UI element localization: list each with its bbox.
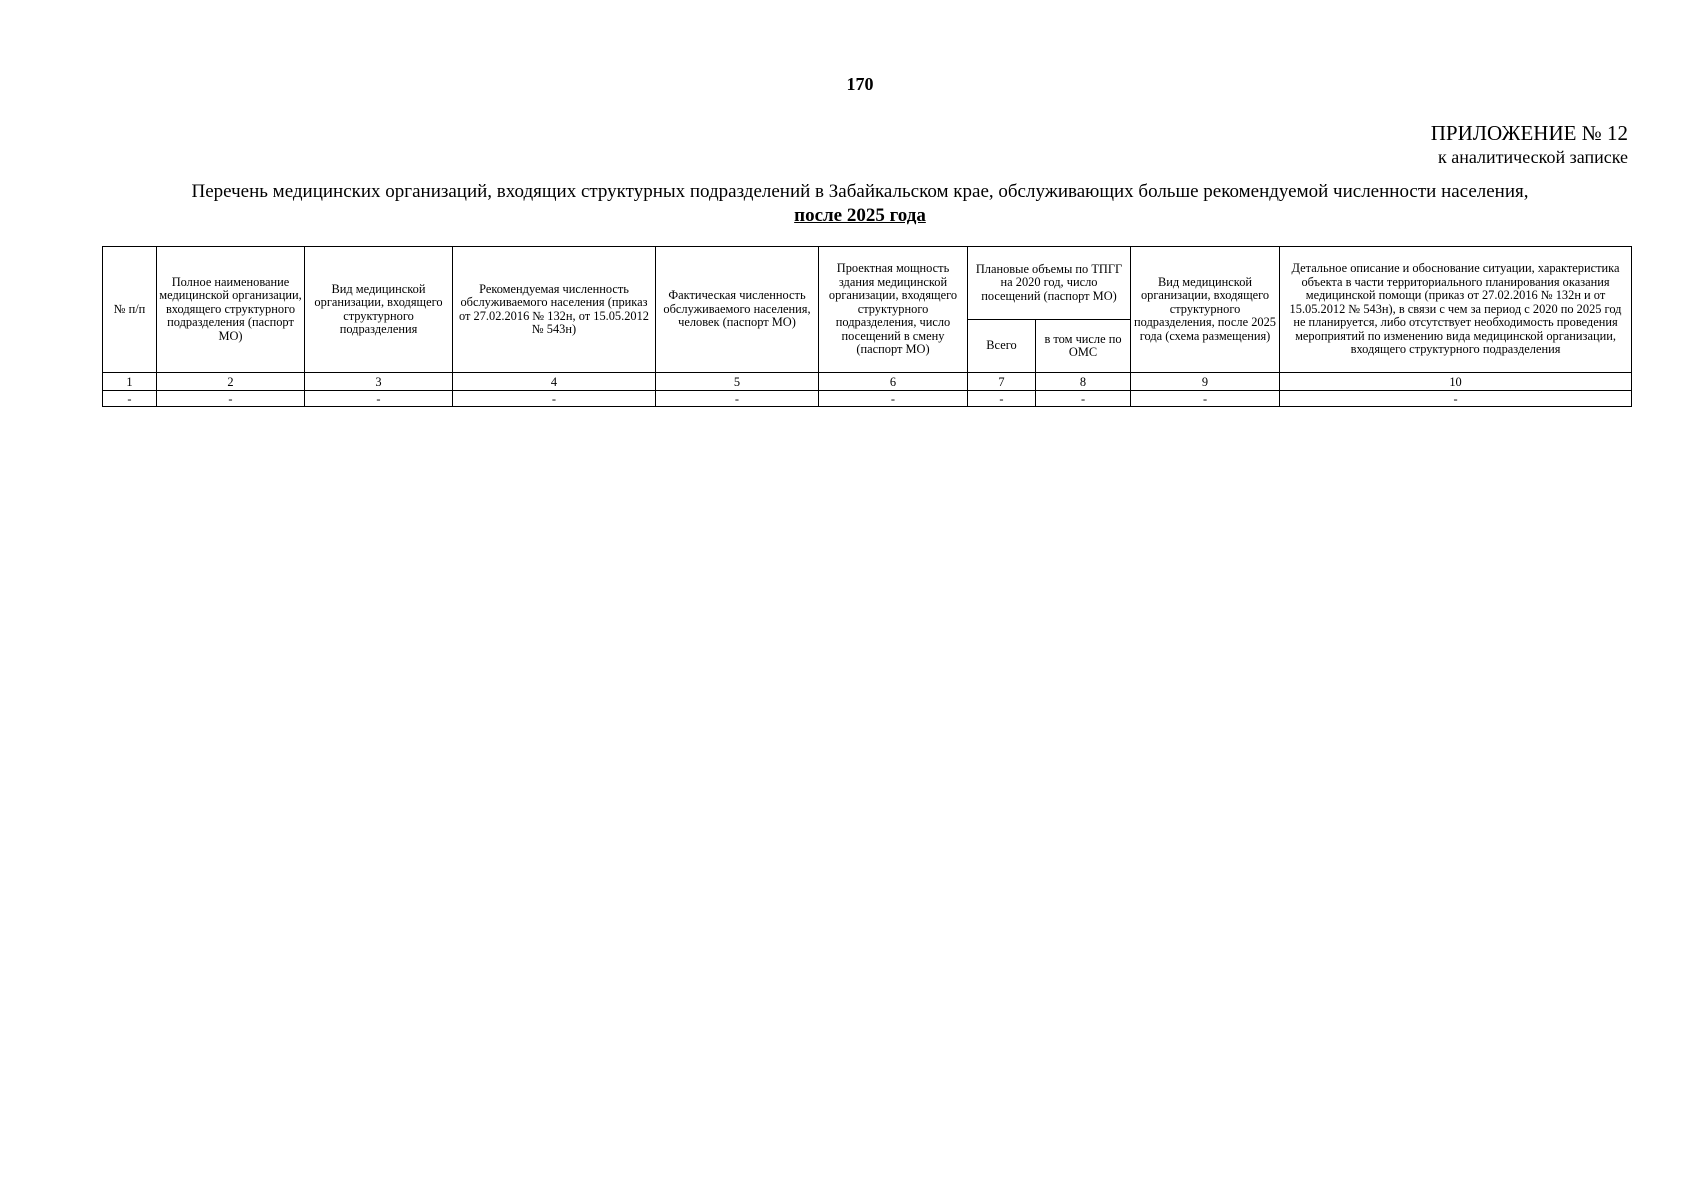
- header-col-10: Детальное описание и обоснование ситуации, характеристика объекта в части территориального планирования оказания медицинской помощи (приказ от 27.02.2016 № 132н и от 15.05.2012 № 543н), в связи с чем за период с 2020 по 2025 год не планируется, либо отсутствует необходимость проведения мероприятий по изменению вида медицинской организации, входящего структурного подразделения: [1280, 247, 1632, 373]
- header-col-9: Вид медицинской организации, входящего структурного подразделения, после 2025 года (схема размещения): [1131, 247, 1280, 373]
- header-col-2: Полное наименование медицинской организации, входящего структурного подразделения (паспорт МО): [157, 247, 305, 373]
- document-title-line1: Перечень медицинских организаций, входящих структурных подразделений в Забайкальском крае, обслуживающих больше рекомендуемой численности населения,: [191, 181, 1529, 202]
- header-col-5: Фактическая численность обслуживаемого населения, человек (паспорт МО): [656, 247, 819, 373]
- header-col-6: Проектная мощность здания медицинской организации, входящего структурного подразделения, число посещений в смену (паспорт МО): [819, 247, 968, 373]
- table-cell: -: [157, 391, 305, 407]
- column-number: 7: [968, 373, 1036, 391]
- table-cell: -: [1280, 391, 1632, 407]
- table-cell: -: [819, 391, 968, 407]
- document-title-line2: после 2025 года: [794, 205, 926, 226]
- table-cell: -: [1131, 391, 1280, 407]
- table-cell: -: [1036, 391, 1131, 407]
- page-number: 170: [846, 74, 874, 94]
- appendix-block: [1431, 121, 1628, 169]
- document-title: [0, 180, 1686, 228]
- column-number: 6: [819, 373, 968, 391]
- table-cell: -: [968, 391, 1036, 407]
- header-col-7-8-group: Плановые объемы по ТПГГ на 2020 год, число посещений (паспорт МО): [968, 247, 1131, 320]
- column-number: 10: [1280, 373, 1632, 391]
- column-number: 8: [1036, 373, 1131, 391]
- column-number: 4: [453, 373, 656, 391]
- table-cell: -: [656, 391, 819, 407]
- column-number: 5: [656, 373, 819, 391]
- column-number: 2: [157, 373, 305, 391]
- header-row-1: [103, 247, 1632, 320]
- header-col-1: № п/п: [103, 247, 157, 373]
- header-col-8: в том числе по ОМС: [1036, 320, 1131, 373]
- table-row: [103, 391, 1632, 407]
- table-cell: -: [305, 391, 453, 407]
- column-number: 1: [103, 373, 157, 391]
- table-cell: -: [103, 391, 157, 407]
- column-number: 3: [305, 373, 453, 391]
- appendix-subtitle: к аналитической записке: [1438, 147, 1628, 167]
- organizations-table: [102, 246, 1632, 407]
- appendix-title: ПРИЛОЖЕНИЕ № 12: [1430, 121, 1628, 145]
- table-cell: -: [453, 391, 656, 407]
- header-col-4: Рекомендуемая численность обслуживаемого населения (приказ от 27.02.2016 № 132н, от 15.05.2012 № 543н): [453, 247, 656, 373]
- header-col-3: Вид медицинской организации, входящего структурного подразделения: [305, 247, 453, 373]
- header-col-7: Всего: [968, 320, 1036, 373]
- column-number-row: [103, 373, 1632, 391]
- column-number: 9: [1131, 373, 1280, 391]
